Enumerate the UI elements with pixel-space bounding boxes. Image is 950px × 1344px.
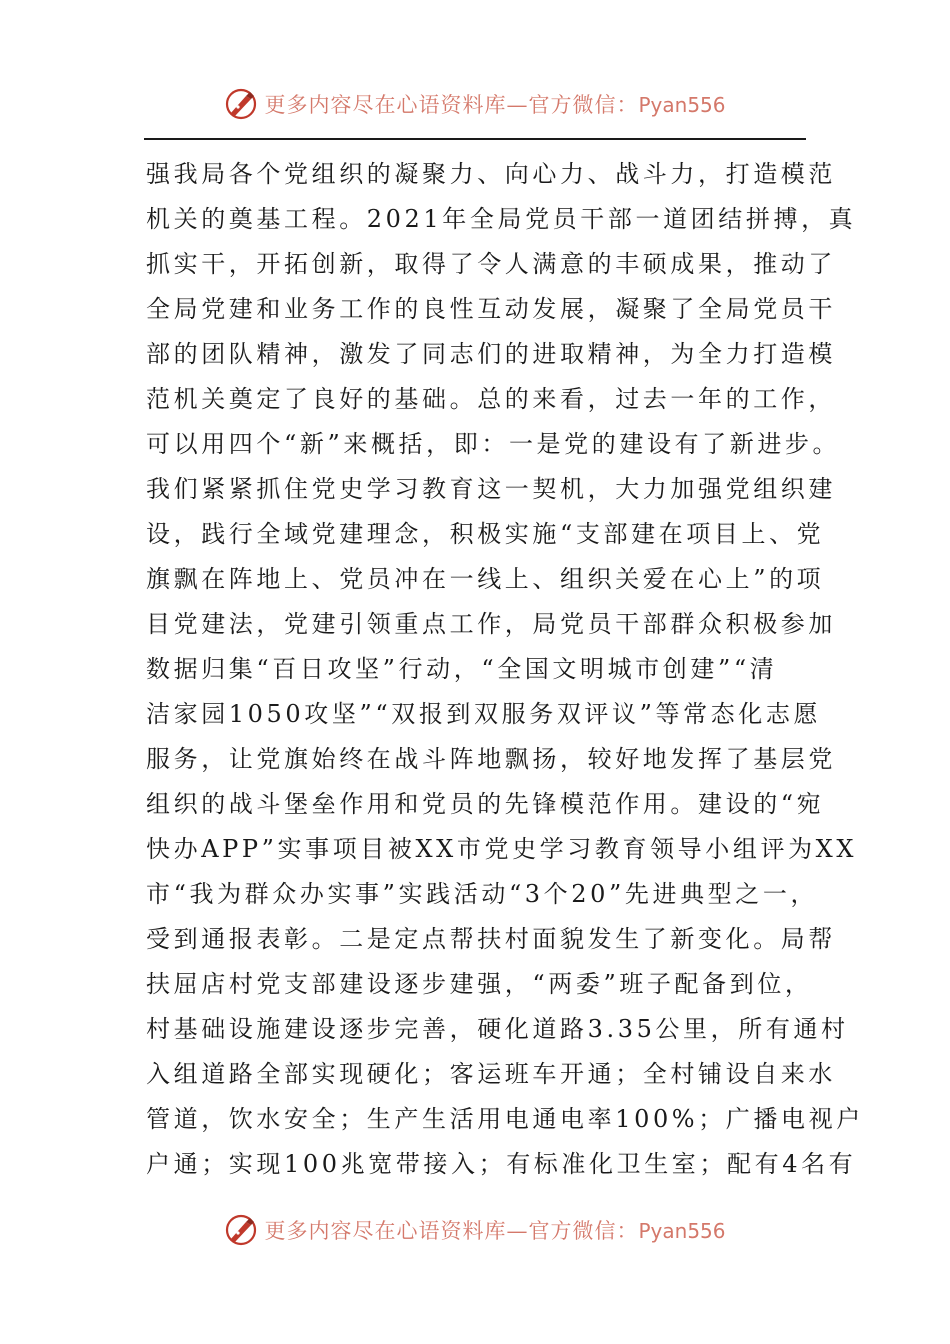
text-line: 目党建法，党建引领重点工作，局党员干部群众积极参加 — [146, 610, 836, 638]
text-line: 洁家园1050攻坚”“双报到双服务双评议”等常态化志愿 — [146, 700, 822, 728]
text-line: 抓实干，开拓创新，取得了令人满意的丰硕成果，推动了 — [146, 250, 836, 278]
text-line: 受到通报表彰。二是定点帮扶村面貌发生了新变化。局帮 — [146, 925, 836, 953]
header-banner — [0, 84, 950, 124]
text-line: 我们紧紧抓住党史学习教育这一契机，大力加强党组织建 — [146, 475, 836, 503]
pen-nib-icon — [224, 1213, 258, 1247]
text-line: 组织的战斗堡垒作用和党员的先锋模范作用。建设的“宛 — [146, 790, 825, 818]
footer-banner-text: 更多内容尽在心语资料库—官方微信：Pyan556 — [264, 1219, 726, 1243]
text-line: 数据归集“百日攻坚”行动，“全国文明城市创建”“清 — [146, 655, 778, 683]
text-line: 全局党建和业务工作的良性互动发展，凝聚了全局党员干 — [146, 295, 836, 323]
text-line: 强我局各个党组织的凝聚力、向心力、战斗力，打造模范 — [146, 160, 836, 188]
text-line: 市“我为群众办实事”实践活动“3个20”先进典型之一， — [146, 880, 819, 908]
text-line: 服务，让党旗始终在战斗阵地飘扬，较好地发挥了基层党 — [146, 745, 836, 773]
wechat-id: Pyan556 — [638, 1219, 726, 1243]
text-line: 快办APP”实事项目被XX市党史学习教育领导小组评为XX — [146, 835, 858, 863]
header-banner-text: 更多内容尽在心语资料库—官方微信：Pyan556 — [264, 93, 726, 117]
pen-nib-icon — [224, 87, 258, 121]
text-line: 范机关奠定了良好的基础。总的来看，过去一年的工作， — [146, 385, 836, 413]
text-line: 设，践行全域党建理念，积极实施“支部建在项目上、党 — [146, 520, 825, 548]
wechat-id: Pyan556 — [638, 93, 726, 117]
text-line: 入组道路全部实现硬化；客运班车开通；全村铺设自来水 — [146, 1060, 836, 1088]
text-line: 机关的奠基工程。2021年全局党员干部一道团结拼搏，真 — [146, 205, 857, 233]
footer-banner — [0, 1210, 950, 1250]
header-divider — [144, 138, 806, 140]
text-line: 旗飘在阵地上、党员冲在一线上、组织关爱在心上”的项 — [146, 565, 825, 593]
text-line: 可以用四个“新”来概括，即：一是党的建设有了新进步。 — [146, 430, 841, 458]
text-line: 户通；实现100兆宽带接入；有标准化卫生室；配有4名有 — [146, 1150, 857, 1178]
text-line: 管道，饮水安全；生产生活用电通电率100%；广播电视户 — [146, 1105, 864, 1133]
text-line: 扶屈店村党支部建设逐步建强，“两委”班子配备到位， — [146, 970, 813, 998]
document-body — [146, 152, 864, 1187]
text-line: 村基础设施建设逐步完善，硬化道路3.35公里，所有通村 — [146, 1015, 849, 1043]
text-line: 部的团队精神，激发了同志们的进取精神，为全力打造模 — [146, 340, 836, 368]
